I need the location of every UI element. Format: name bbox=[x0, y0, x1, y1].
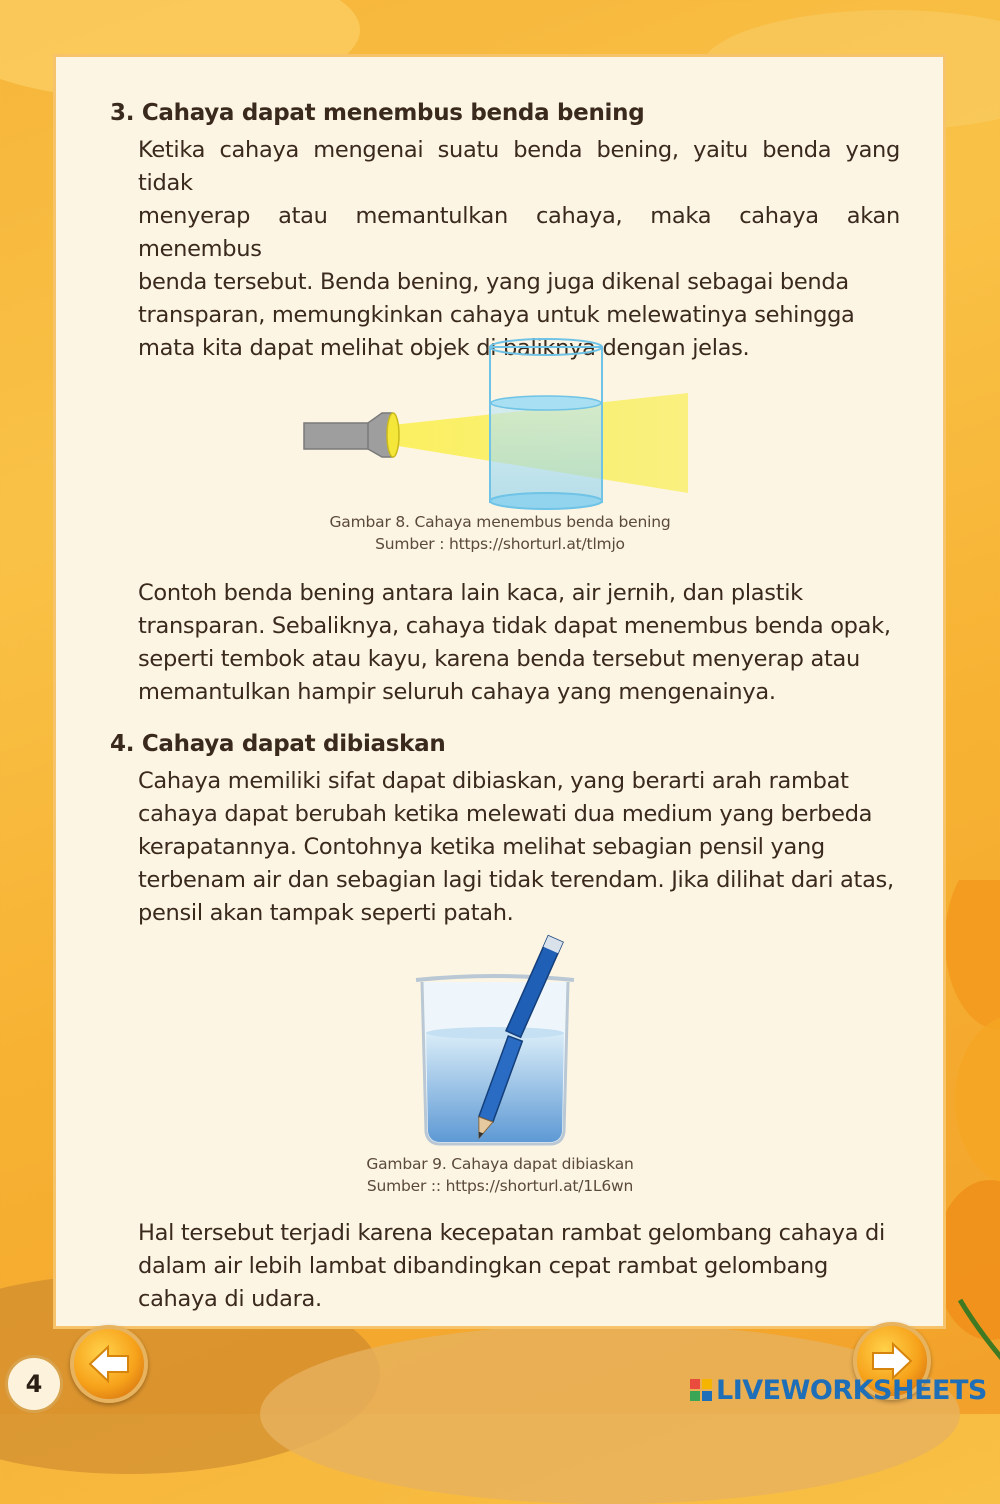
section-3-paragraph bbox=[138, 134, 900, 365]
caption-source: Sumber :: https://shorturl.at/1L6wn bbox=[366, 1177, 634, 1195]
caption-title: Gambar 9. Cahaya dapat dibiaskan bbox=[366, 1155, 634, 1173]
text-line: memantulkan hampir seluruh cahaya yang mengenainya. bbox=[138, 679, 776, 705]
previous-page-button[interactable] bbox=[70, 1325, 148, 1403]
figure-9-caption bbox=[200, 1153, 800, 1197]
text-line: Hal tersebut terjadi karena kecepatan rambat gelombang cahaya di bbox=[138, 1220, 885, 1246]
caption-title: Gambar 8. Cahaya menembus benda bening bbox=[329, 513, 671, 531]
brand-text: LIVEWORKSHEETS bbox=[716, 1374, 987, 1406]
text-line: transparan. Sebaliknya, cahaya tidak dapat menembus benda opak, bbox=[138, 613, 891, 639]
liveworksheets-logo[interactable] bbox=[690, 1374, 987, 1406]
text-line: seperti tembok atau kayu, karena benda tersebut menyerap atau bbox=[138, 646, 860, 672]
text-line: dalam air lebih lambat dibandingkan cepat rambat gelombang bbox=[138, 1253, 828, 1279]
text-line: cahaya di udara. bbox=[138, 1286, 322, 1312]
text-line: pensil akan tampak seperti patah. bbox=[138, 900, 514, 926]
section-4-heading: 4. Cahaya dapat dibiaskan bbox=[110, 731, 446, 757]
section-4-paragraph bbox=[138, 765, 900, 930]
text-line: Contoh benda bening antara lain kaca, air jernih, dan plastik bbox=[138, 580, 803, 606]
text-line: benda tersebut. Benda bening, yang juga dikenal sebagai benda bbox=[138, 269, 849, 295]
text-line: kerapatannya. Contohnya ketika melihat sebagian pensil yang bbox=[138, 834, 825, 860]
text-line: terbenam air dan sebagian lagi tidak terendam. Jika dilihat dari atas, bbox=[138, 867, 894, 893]
flashlight-glass-illustration bbox=[300, 335, 700, 510]
section-3-followup-paragraph bbox=[138, 577, 900, 709]
section-3-heading: 3. Cahaya dapat menembus benda bening bbox=[110, 100, 645, 126]
page-number: 4 bbox=[5, 1355, 63, 1413]
text-line: mata kita dapat melihat objek di baliknya dengan jelas. bbox=[138, 335, 750, 361]
text-line: Cahaya memiliki sifat dapat dibiaskan, yang berarti arah rambat bbox=[138, 768, 849, 794]
text-line: cahaya dapat berubah ketika melewati dua medium yang berbeda bbox=[138, 801, 873, 827]
arrow-left-icon bbox=[86, 1342, 132, 1386]
text-line: Ketika cahaya mengenai suatu benda bening, yaitu benda yang tidak bbox=[138, 137, 900, 196]
caption-source: Sumber : https://shorturl.at/tlmjo bbox=[375, 535, 625, 553]
pencil-beaker-illustration bbox=[410, 932, 580, 1150]
text-line: menyerap atau memantulkan cahaya, maka cahaya akan menembus bbox=[138, 203, 900, 262]
section-4-followup-paragraph bbox=[138, 1217, 893, 1316]
text-line: transparan, memungkinkan cahaya untuk melewatinya sehingga bbox=[138, 302, 855, 328]
figure-8-caption bbox=[200, 511, 800, 555]
liveworksheets-icon bbox=[690, 1379, 712, 1401]
